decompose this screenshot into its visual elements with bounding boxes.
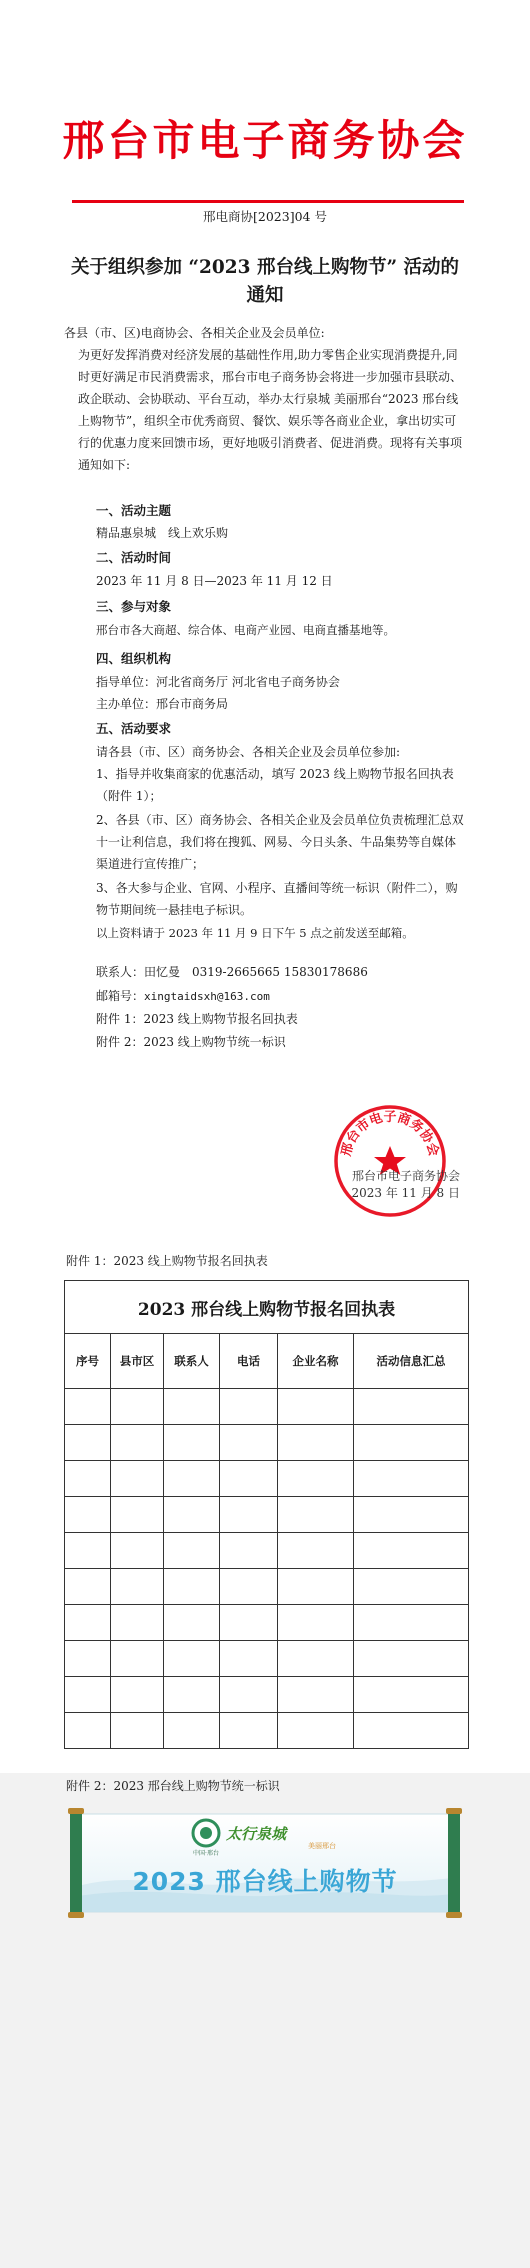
scroll-roller-left [70,1808,82,1918]
table-title: 2023 邢台线上购物节报名回执表 [65,1281,469,1334]
section5-intro: 请各县（市、区）商务协会、各相关企业及会员单位参加: [96,745,401,759]
table-cell[interactable] [220,1533,278,1569]
table-cell[interactable] [164,1389,220,1425]
table-cell[interactable] [220,1605,278,1641]
table-cell[interactable] [65,1569,111,1605]
table-cell[interactable] [65,1641,111,1677]
table-cell[interactable] [111,1461,164,1497]
table-cell[interactable] [111,1569,164,1605]
table-cell[interactable] [164,1425,220,1461]
table-cell[interactable] [278,1497,354,1533]
table-header-row [65,1334,469,1389]
col-header: 企业名称 [278,1334,354,1389]
logo-tagline: 中国·邢台 [193,1850,219,1857]
table-cell[interactable] [354,1497,469,1533]
section5-title: 五、活动要求 [96,721,172,736]
table-row [65,1461,469,1497]
table-cell[interactable] [220,1713,278,1749]
header-red-rule [72,200,464,203]
banner-title: 2023 邢台线上购物节 [132,1867,398,1896]
brand-sub: 美丽邢台 [308,1842,336,1850]
table-cell[interactable] [220,1677,278,1713]
table-cell[interactable] [278,1533,354,1569]
doc-number: 邢电商协[2023]04 号 [203,209,327,224]
table-cell[interactable] [278,1677,354,1713]
table-cell[interactable] [65,1677,111,1713]
col-header: 序号 [65,1334,111,1389]
table-cell[interactable] [164,1605,220,1641]
email-address[interactable]: xingtaidsxh@163.com [144,990,270,1003]
signature-org: 邢台市电子商务协会 [351,1169,460,1183]
table-cell[interactable] [111,1425,164,1461]
intro-text: 为更好发挥消费对经济发展的基础性作用,助力零售企业实现消费提升,同时更好满足市民消费需求，邢台市电子商务协会将进一步加强市县联动、政企联动、会协联动、平台互动，举办太行泉城 美丽邢台“2023 邢台线上购物节”，组织全市优秀商贸、餐饮、娱乐等各商业企业，拿出切实可行的优惠力度来回馈市场，更好地吸引消费者、促进消费。现将有关事项通知如下: [78,348,463,472]
table-cell[interactable] [220,1461,278,1497]
attachment1-label: 附件 1：2023 线上购物节报名回执表 [66,1254,268,1268]
table-row [65,1389,469,1425]
table-cell[interactable] [164,1677,220,1713]
table-cell[interactable] [111,1605,164,1641]
section5-item2: 2、各县（市、区）商务协会、各相关企业及会员单位负责梳理汇总双十一让利信息，我们将在搜狐、网易、今日头条、牛品集势等自媒体渠道进行宣传推广； [96,813,464,871]
table-cell[interactable] [111,1389,164,1425]
table-row [65,1425,469,1461]
city-logo-icon [193,1820,219,1846]
table-row [65,1605,469,1641]
section5-item3: 3、各大参与企业、官网、小程序、直播间等统一标识（附件二），购物节期间统一悬挂电子标识。 [96,881,458,917]
section2-body: 2023 年 11 月 8 日—2023 年 11 月 12 日 [96,574,333,588]
table-cell[interactable] [220,1569,278,1605]
notice-title-line2: 通知 [246,285,284,306]
table-cell[interactable] [354,1713,469,1749]
salutation: 各县（市、区)电商协会、各相关企业及会员单位: [64,326,325,340]
col-header: 县市区 [111,1334,164,1389]
table-row [65,1713,469,1749]
table-cell[interactable] [220,1641,278,1677]
table-cell[interactable] [220,1389,278,1425]
table-cell[interactable] [278,1641,354,1677]
table-cell[interactable] [354,1641,469,1677]
table-cell[interactable] [354,1425,469,1461]
table-cell[interactable] [65,1605,111,1641]
section1-title: 一、活动主题 [96,503,172,518]
table-cell[interactable] [65,1461,111,1497]
email-line [96,985,270,1008]
contact-line: 联系人：田忆曼 0319-2665665 15830178686 [96,965,368,979]
seal-text: 邢台市电子商务协会 [339,1110,441,1158]
notice-title [60,254,470,310]
table-cell[interactable] [278,1713,354,1749]
table-cell[interactable] [354,1569,469,1605]
email-label: 邮箱号： [96,989,145,1003]
registration-table [64,1280,469,1749]
table-cell[interactable] [65,1425,111,1461]
table-cell[interactable] [354,1677,469,1713]
table-cell[interactable] [278,1605,354,1641]
table-cell[interactable] [164,1461,220,1497]
section3-body: 邢台市各大商超、综合体、电商产业园、电商直播基地等。 [96,623,395,637]
table-cell[interactable] [65,1389,111,1425]
section3-title: 三、参与对象 [96,599,172,614]
signature-date: 2023 年 11 月 8 日 [351,1186,460,1200]
section4-guide: 指导单位：河北省商务厅 河北省电子商务协会 [96,675,340,689]
table-row [65,1641,469,1677]
attachment2-ref: 附件 2：2023 线上购物节统一标识 [96,1035,286,1049]
section1-body: 精品惠泉城 线上欢乐购 [96,526,229,540]
table-cell[interactable] [354,1605,469,1641]
table-cell[interactable] [278,1389,354,1425]
table-cell[interactable] [111,1641,164,1677]
table-cell[interactable] [164,1533,220,1569]
table-cell[interactable] [354,1461,469,1497]
section5-item1: 1、指导并收集商家的优惠活动，填写 2023 线上购物节报名回执表（附件 1）； [96,767,454,803]
table-cell[interactable] [164,1497,220,1533]
table-row [65,1533,469,1569]
col-header: 电话 [220,1334,278,1389]
table-row [65,1569,469,1605]
attachment1-ref: 附件 1：2023 线上购物节报名回执表 [96,1012,298,1026]
table-cell[interactable] [65,1533,111,1569]
table-cell[interactable] [354,1389,469,1425]
col-header: 活动信息汇总 [354,1334,469,1389]
table-body [65,1389,469,1749]
table-cell[interactable] [278,1569,354,1605]
table-cell[interactable] [164,1713,220,1749]
col-header: 联系人 [164,1334,220,1389]
table-cell[interactable] [111,1677,164,1713]
shopping-festival-banner [68,1808,462,1918]
table-cell[interactable] [164,1569,220,1605]
scroll-roller-right [448,1808,460,1918]
notice-title-line1: 关于组织参加 “2023 邢台线上购物节” 活动的 [70,257,460,278]
table-cell[interactable] [164,1641,220,1677]
table-cell[interactable] [111,1533,164,1569]
table-cell[interactable] [111,1713,164,1749]
table-cell[interactable] [65,1713,111,1749]
table-row [65,1677,469,1713]
section4-title: 四、组织机构 [96,651,172,666]
signature-block [280,1168,460,1202]
brand-calligraphy: 太行泉城 [226,1825,287,1843]
attachment2-label: 附件 2：2023 邢台线上购物节统一标识 [66,1779,280,1793]
table-row [65,1497,469,1533]
deadline-note: 以上资料请于 2023 年 11 月 9 日下午 5 点之前发送至邮箱。 [96,926,414,940]
table-cell[interactable] [220,1425,278,1461]
table-cell[interactable] [220,1497,278,1533]
table-cell[interactable] [354,1533,469,1569]
table-cell[interactable] [65,1497,111,1533]
table-cell[interactable] [278,1425,354,1461]
section4-host: 主办单位：邢台市商务局 [96,697,229,711]
table-cell[interactable] [278,1461,354,1497]
org-header-title: 邢台市电子商务协会 [62,116,468,165]
intro-paragraph [78,344,464,476]
table-cell[interactable] [111,1497,164,1533]
section2-title: 二、活动时间 [96,550,172,565]
